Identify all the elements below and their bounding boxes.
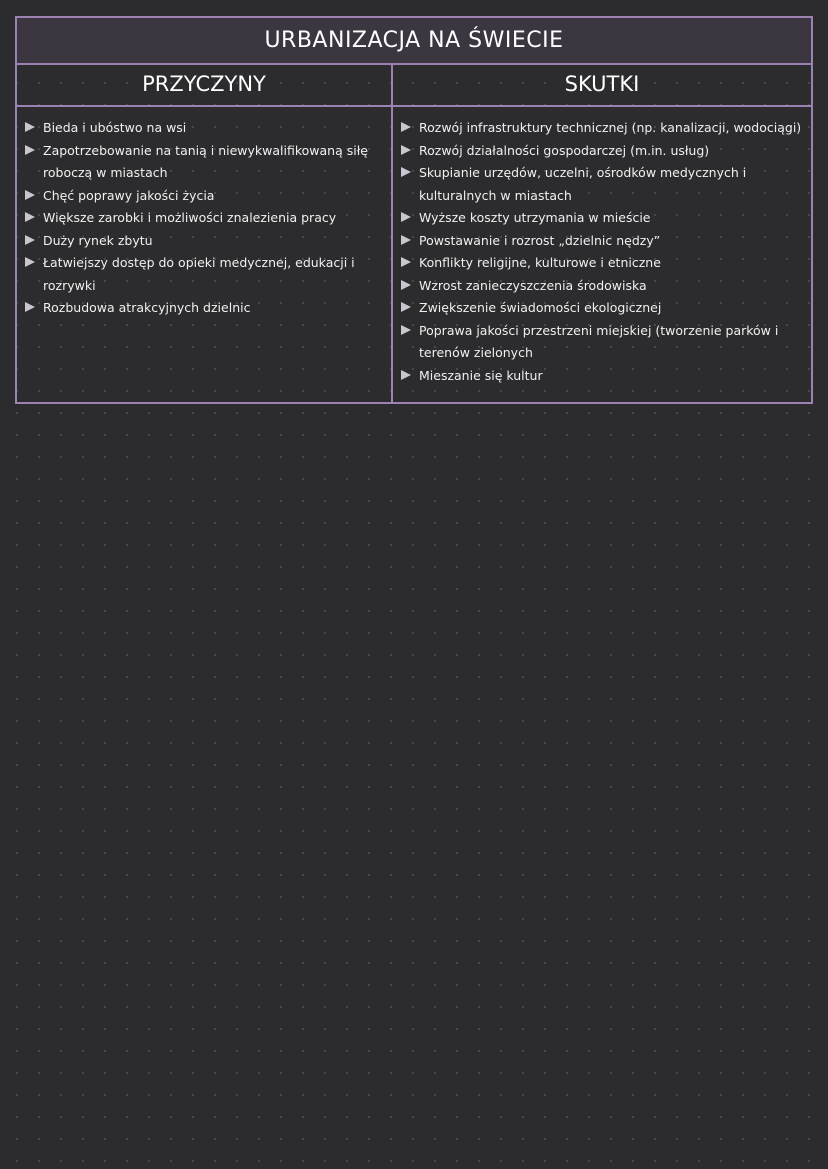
list-item: Rozbudowa atrakcyjnych dzielnic — [25, 297, 383, 320]
list-item: Rozwój infrastruktury technicznej (np. kanalizacji, wodociągi) — [401, 117, 803, 140]
bullet-triangle-icon — [25, 190, 35, 200]
bullet-triangle-icon — [401, 212, 411, 222]
bullet-triangle-icon — [25, 257, 35, 267]
bullet-triangle-icon — [25, 122, 35, 132]
list-item: Poprawa jakości przestrzeni miejskiej (tworzenie parków i terenów zielonych — [401, 320, 803, 365]
effects-list — [393, 107, 811, 387]
bullet-triangle-icon — [25, 235, 35, 245]
list-item: Chęć poprawy jakości życia — [25, 185, 383, 208]
list-item: Rozwój działalności gospodarczej (m.in. usług) — [401, 140, 803, 163]
bullet-triangle-icon — [401, 167, 411, 177]
bullet-triangle-icon — [401, 280, 411, 290]
list-item: Mieszanie się kultur — [401, 365, 803, 388]
table-columns — [17, 63, 811, 402]
list-item: Zwiększenie świadomości ekologicznej — [401, 297, 803, 320]
title-row — [17, 18, 811, 65]
list-item: Powstawanie i rozrost „dzielnic nędzy” — [401, 230, 803, 253]
bullet-triangle-icon — [401, 325, 411, 335]
list-item: Skupianie urzędów, uczelni, ośrodków medycznych i kulturalnych w miastach — [401, 162, 803, 207]
bullet-triangle-icon — [401, 302, 411, 312]
list-item: Wyższe koszty utrzymania w mieście — [401, 207, 803, 230]
list-item: Łatwiejszy dostęp do opieki medycznej, edukacji i rozrywki — [25, 252, 383, 297]
effects-heading: SKUTKI — [393, 63, 811, 107]
bullet-triangle-icon — [401, 257, 411, 267]
bullet-triangle-icon — [401, 122, 411, 132]
list-item: Większe zarobki i możliwości znalezienia pracy — [25, 207, 383, 230]
causes-heading: PRZYCZYNY — [17, 63, 391, 107]
causes-column — [17, 63, 393, 402]
list-item: Wzrost zanieczyszczenia środowiska — [401, 275, 803, 298]
causes-list — [17, 107, 391, 320]
bullet-triangle-icon — [25, 212, 35, 222]
list-item: Bieda i ubóstwo na wsi — [25, 117, 383, 140]
bullet-triangle-icon — [401, 145, 411, 155]
effects-column — [393, 63, 811, 402]
bullet-triangle-icon — [401, 235, 411, 245]
list-item: Duży rynek zbytu — [25, 230, 383, 253]
list-item: Konflikty religijne, kulturowe i etniczne — [401, 252, 803, 275]
bullet-triangle-icon — [401, 370, 411, 380]
list-item: Zapotrzebowanie na tanią i niewykwalifikowaną siłę roboczą w miastach — [25, 140, 383, 185]
bullet-triangle-icon — [25, 302, 35, 312]
page-title: URBANIZACJA NA ŚWIECIE — [264, 28, 564, 53]
bullet-triangle-icon — [25, 145, 35, 155]
urbanization-table — [15, 16, 813, 404]
